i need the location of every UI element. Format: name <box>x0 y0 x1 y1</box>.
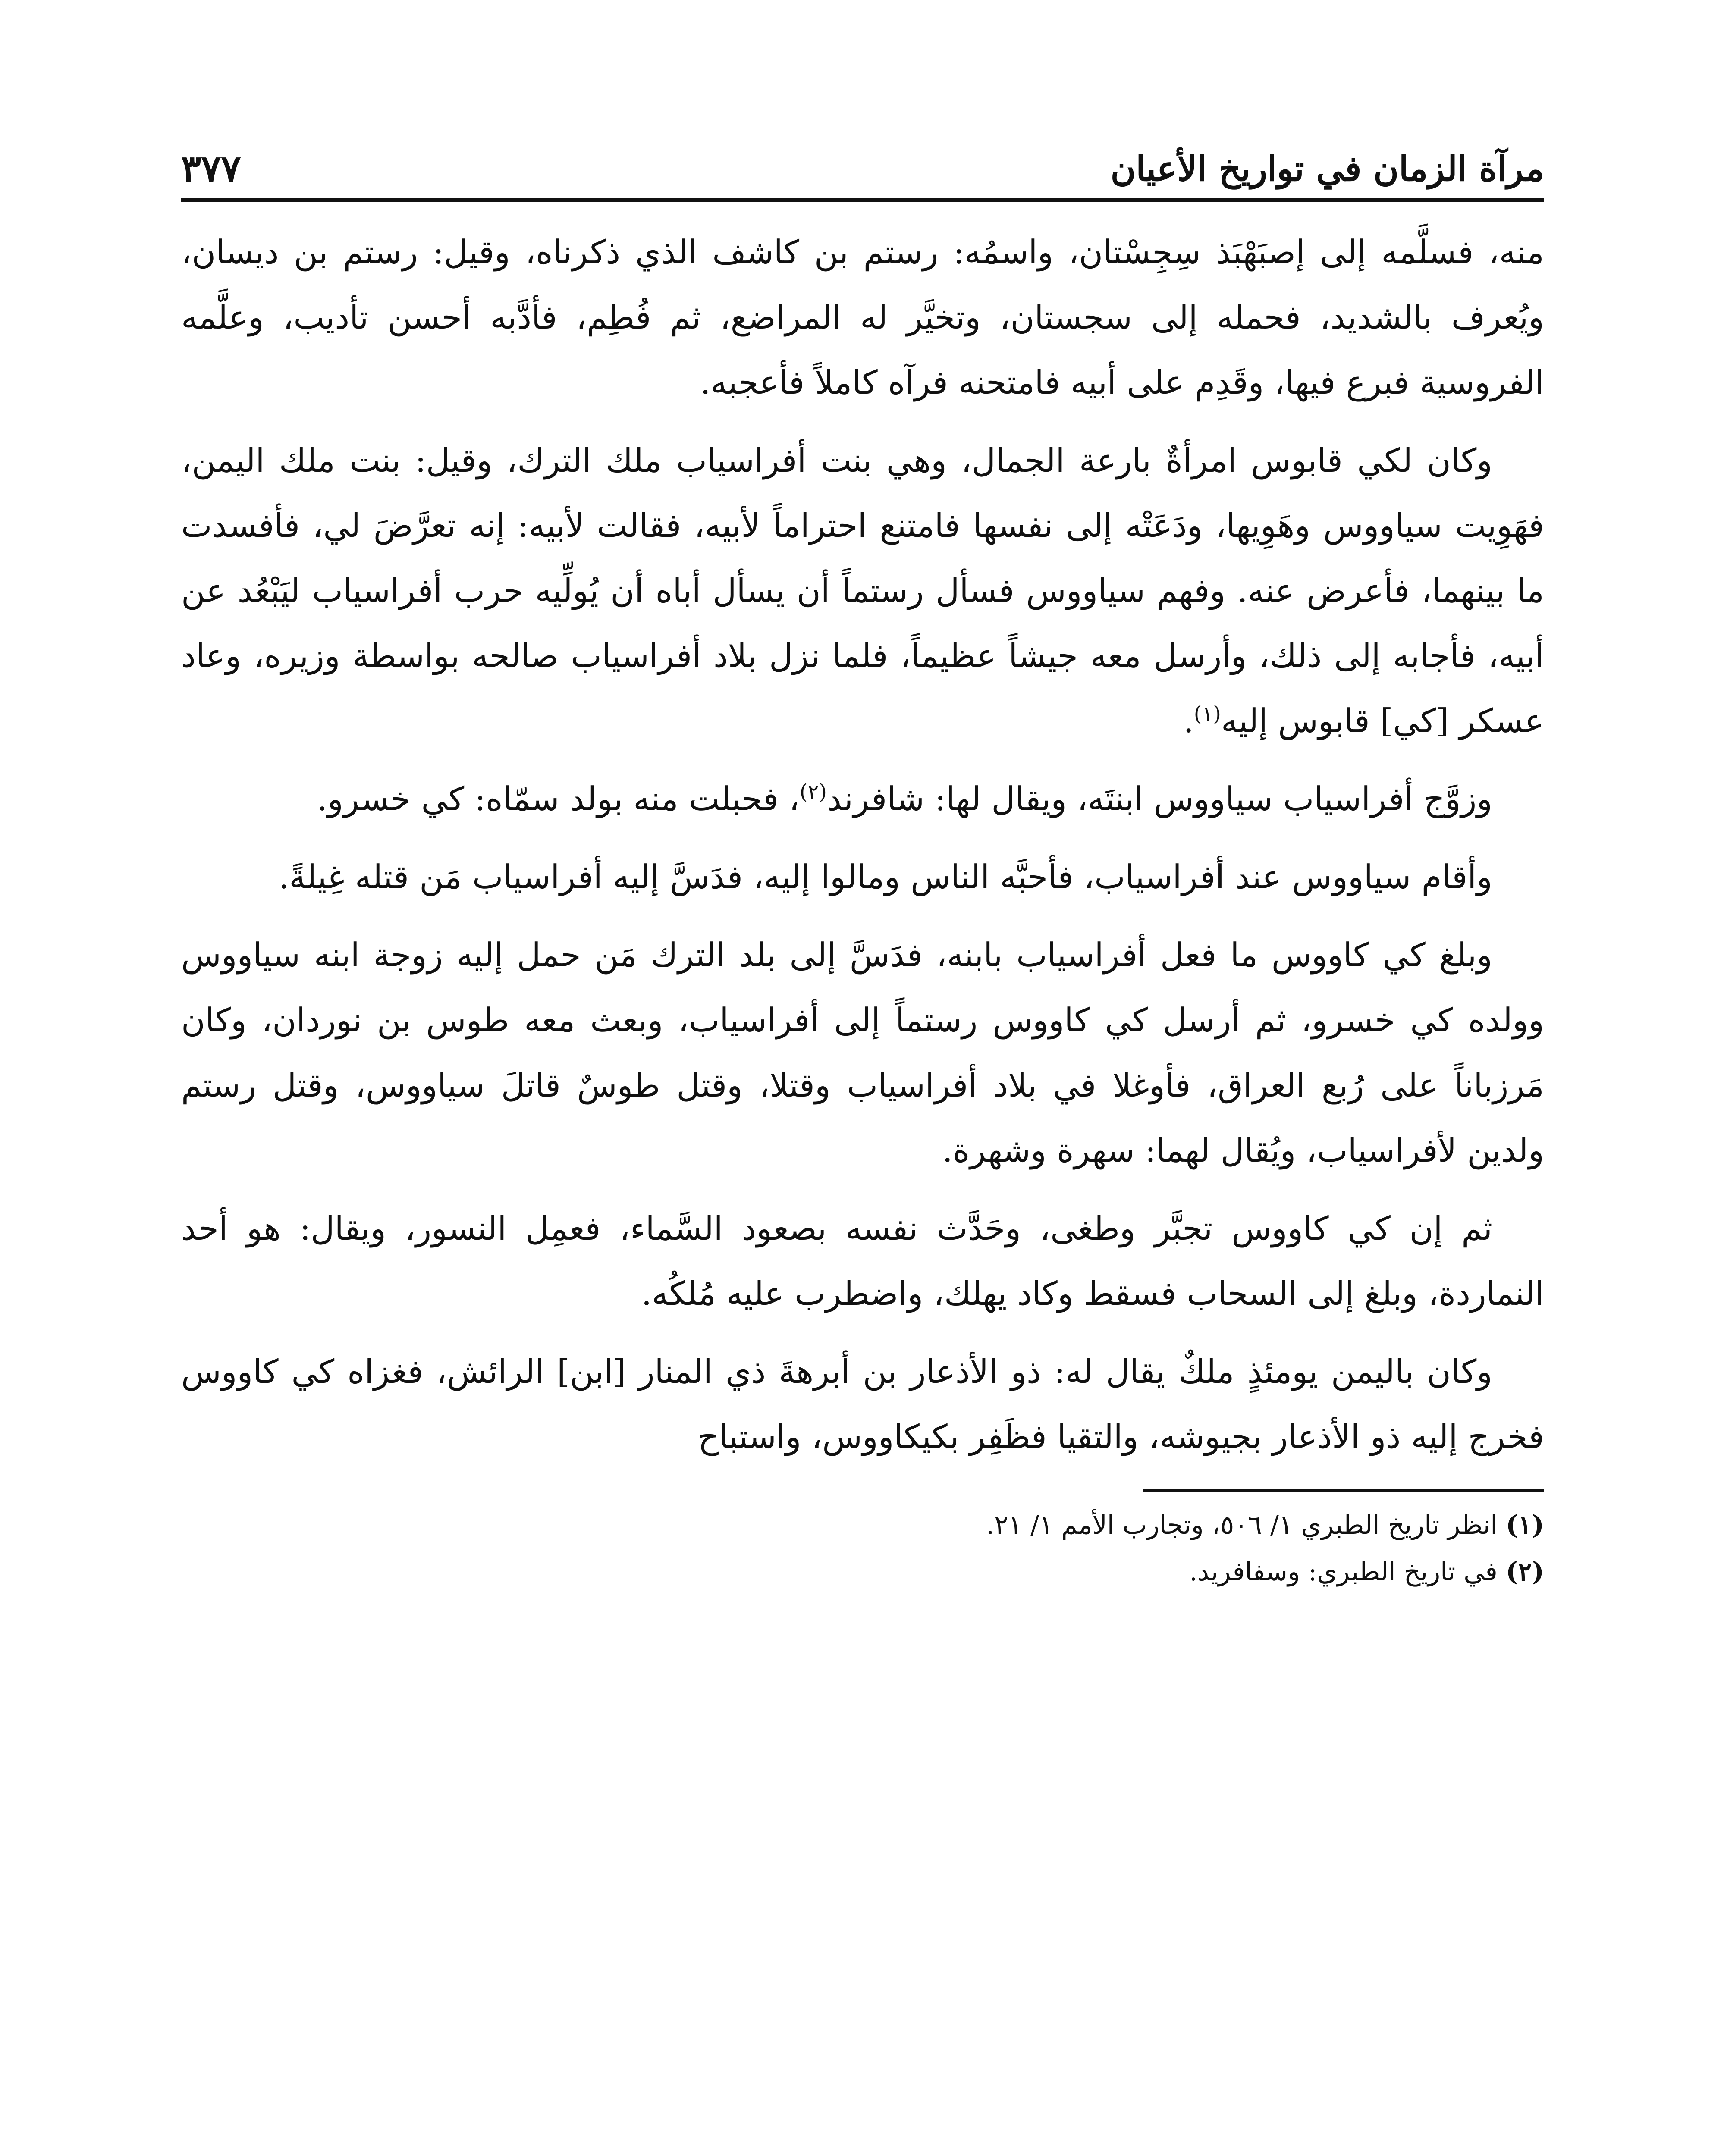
footnote-2-number: (٢) <box>1505 1557 1544 1587</box>
paragraph-2 <box>181 428 1544 753</box>
footnote-2-text: في تاريخ الطبري: وسفافريد. <box>1189 1557 1506 1587</box>
paragraph-7: وكان باليمن يومئذٍ ملكٌ يقال له: ذو الأذعار بن أبرهةَ ذي المنار [ابن] الرائش، فغزاه كي كاووس فخرج إليه ذو الأذعار بجيوشه، والتقيا فظَفِر بكيكاووس، واستباح <box>181 1352 1544 1456</box>
footnotes <box>181 1502 1544 1595</box>
paragraph-1: منه، فسلَّمه إلى إصبَهْبَذ سِجِسْتان، واسمُه: رستم بن كاشف الذي ذكرناه، وقيل: رستم بن ديسان، ويُعرف بالشديد، فحمله إلى سجستان، وتخيَّر له المراضع، ثم فُطِم، فأدَّبه أحسن تأديب، وعلَّمه الفروسية فبرع فيها، وقَدِم على أبيه فامتحنه فرآه كاملاً فأعجبه. <box>181 233 1544 401</box>
paragraph-3 <box>181 766 1544 831</box>
paragraph-4: وأقام سياووس عند أفراسياب، فأحبَّه الناس ومالوا إليه، فدَسَّ إليه أفراسياب مَن قتله غِيلةً. <box>279 858 1492 896</box>
footnote-1-text: انظر تاريخ الطبري ١/ ٥٠٦، وتجارب الأمم ١/ ٢١. <box>986 1510 1506 1540</box>
footnote-1-number: (١) <box>1505 1510 1544 1540</box>
footnote-divider <box>1143 1489 1544 1492</box>
main-text <box>181 219 1544 1469</box>
footnote-ref-1: (١) <box>1193 702 1222 726</box>
book-title: مرآة الزمان في تواريخ الأعيان <box>1110 148 1544 189</box>
footnote-ref-2: (٢) <box>799 780 827 804</box>
paragraph-6: ثم إن كي كاووس تجبَّر وطغى، وحَدَّث نفسه بصعود السَّماء، فعمِل النسور، ويقال: هو أحد النماردة، وبلغ إلى السحاب فسقط وكاد يهلك، واضطرب عليه مُلكُه. <box>181 1209 1544 1313</box>
running-header <box>181 129 1544 202</box>
paragraph-3-end: ، فحبلت منه بولد سمّاه: كي خسرو. <box>317 780 800 818</box>
footnote-2 <box>181 1548 1544 1595</box>
paragraph-2-end: . <box>1183 702 1194 740</box>
page-number: ٣٧٧ <box>181 147 241 191</box>
page-content <box>181 129 1544 2156</box>
paragraph-5: وبلغ كي كاووس ما فعل أفراسياب بابنه، فدَسَّ إلى بلد الترك مَن حمل إليه زوجة ابنه سياووس وولده كي خسرو، ثم أرسل كي كاووس رستماً إلى أفراسياب، وبعث معه طوس بن نوردان، وكان مَرزباناً على رُبع العراق، فأوغلا في بلاد أفراسياب وقتلا، وقتل طوسٌ قاتلَ سياووس، وقتل رستم ولدين لأفراسياب، ويُقال لهما: سهرة وشهرة. <box>181 936 1544 1169</box>
paragraph-3-text: وزوَّج أفراسياب سياووس ابنتَه، ويقال لها: شافرند <box>826 780 1492 818</box>
footnote-1 <box>181 1502 1544 1548</box>
paragraph-2-text: وكان لكي قابوس امرأةٌ بارعة الجمال، وهي بنت أفراسياب ملك الترك، وقيل: بنت ملك اليمن، فهَوِيت سياووس وهَوِيها، ودَعَتْه إلى نفسها فامتنع احتراماً لأبيه، فقالت لأبيه: إنه تعرَّضَ لي، فأفسدت ما بينهما، فأعرض عنه. وفهم سياووس فسأل رستماً أن يسأل أباه أن يُولِّيه حرب أفراسياب ليَبْعُد عن أبيه، فأجابه إلى ذلك، وأرسل معه جيشاً عظيماً، فلما نزل بلاد أفراسياب صالحه بواسطة وزيره، وعاد عسكر [كي] قابوس إليه <box>181 441 1544 740</box>
